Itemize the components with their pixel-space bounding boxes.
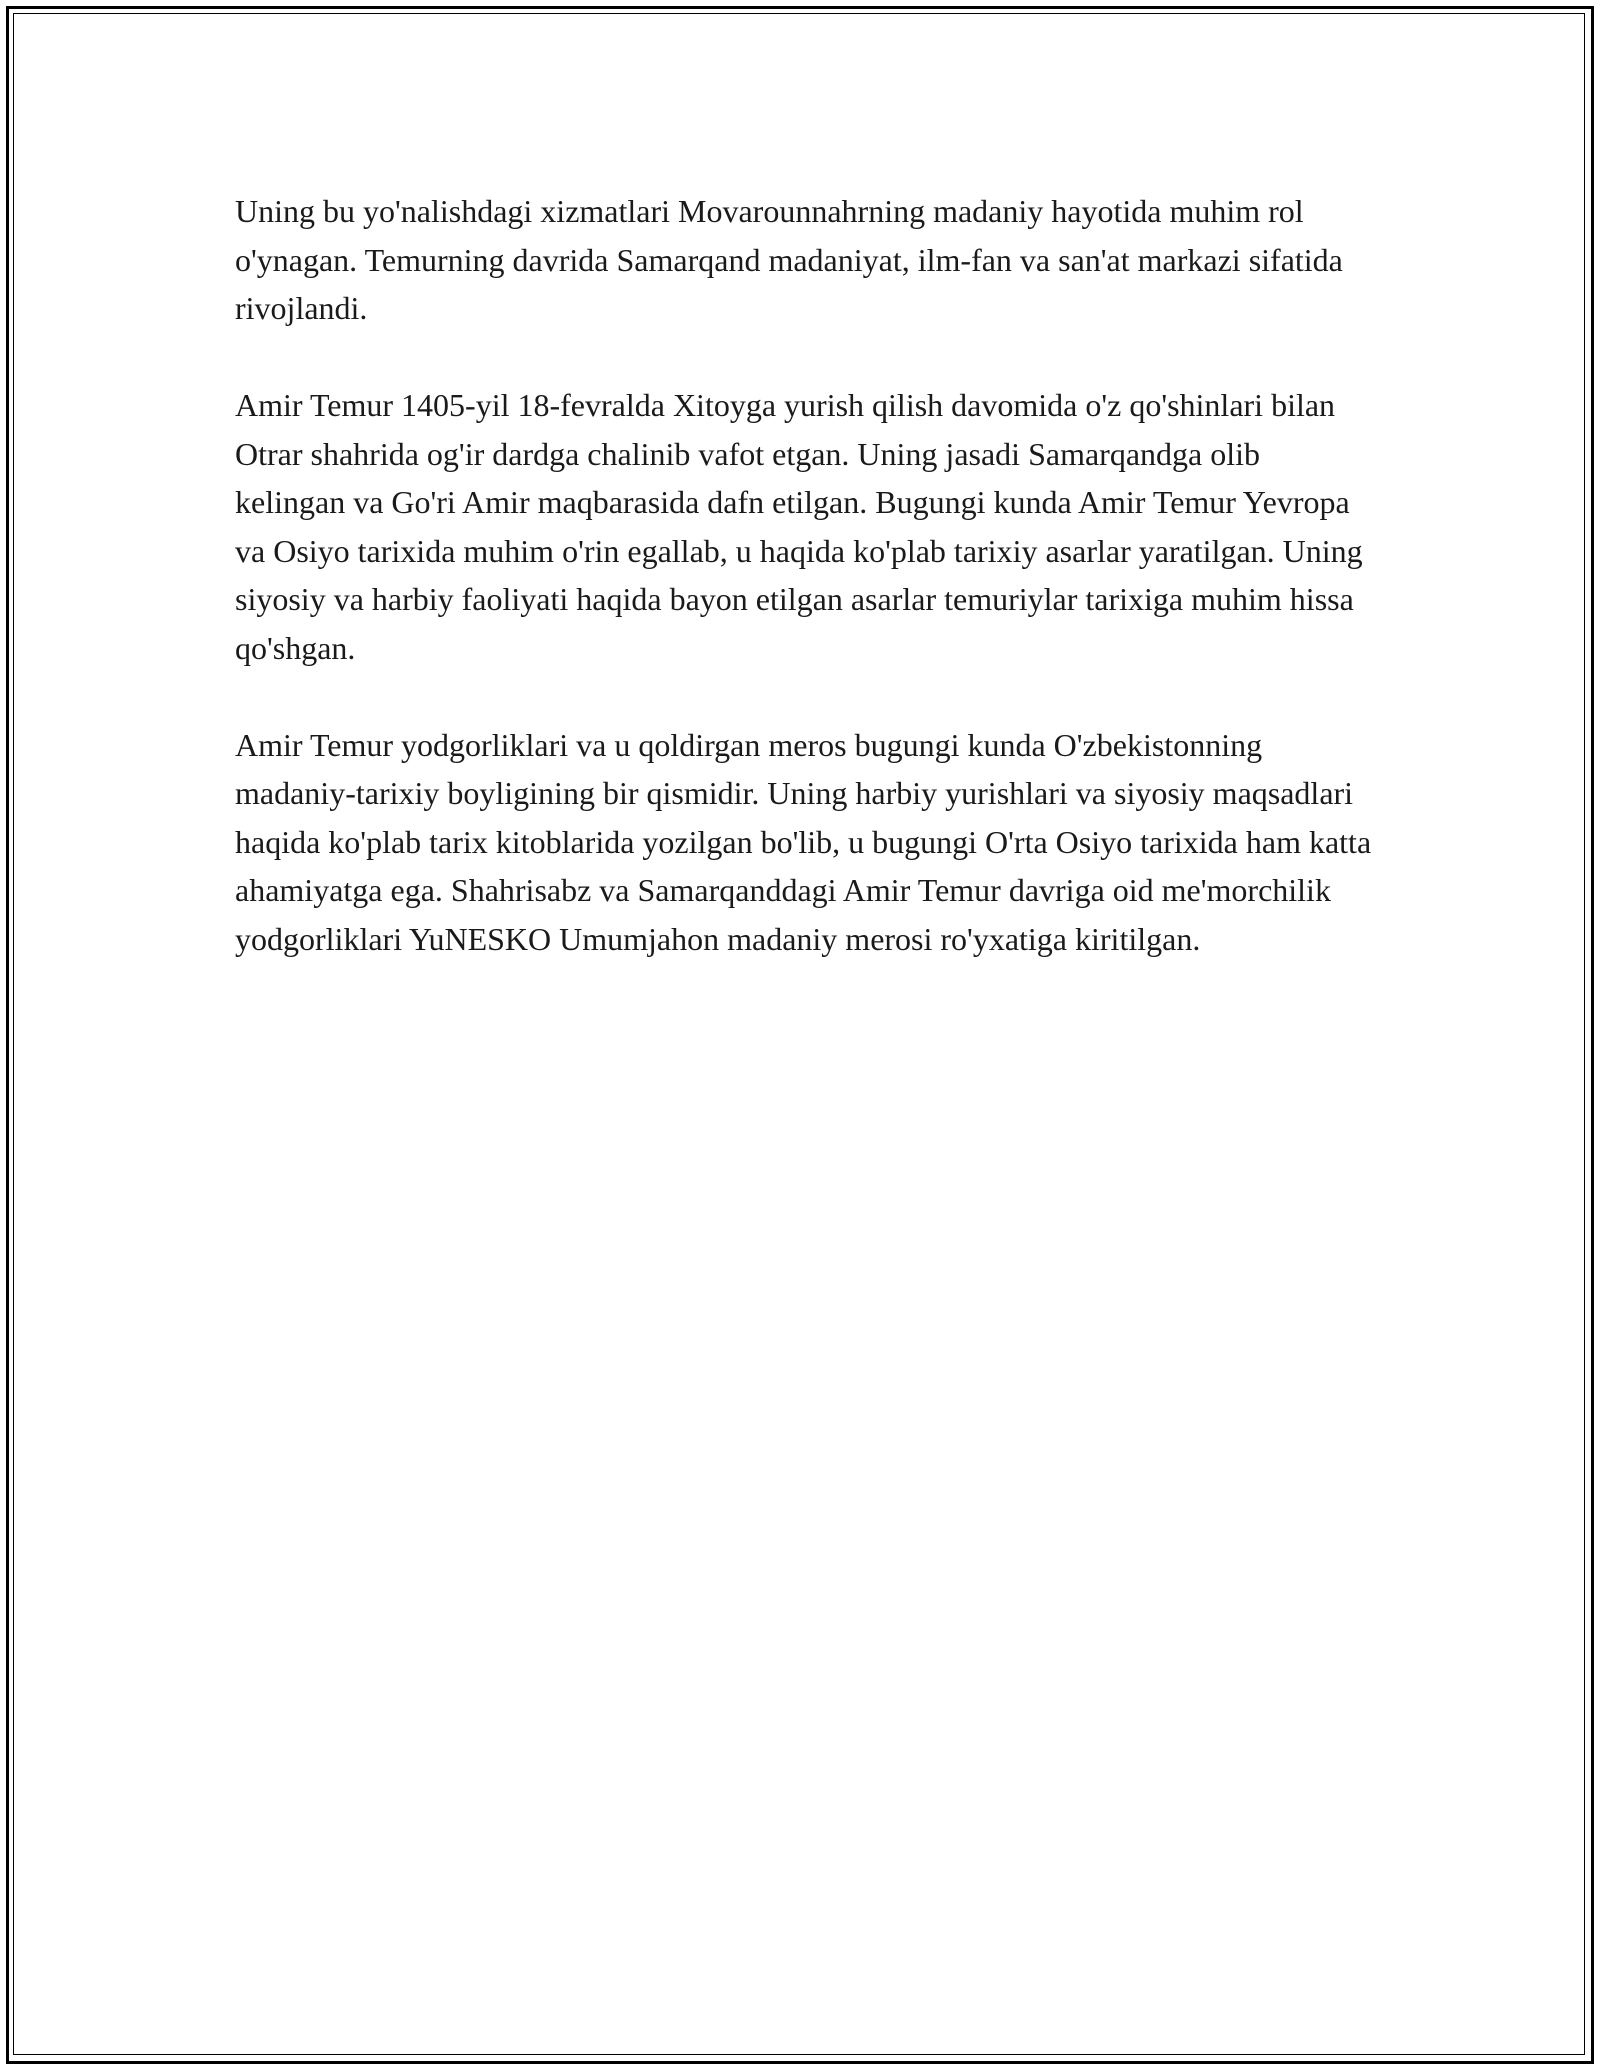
document-body xyxy=(235,187,1375,1012)
paragraph-3: Amir Temur yodgorliklari va u qoldirgan meros bugungi kunda O'zbekistonning madaniy-tarixiy boyligining bir qismidir. Uning harbiy yurishlari va siyosiy maqsadlari haqida ko'plab tarix kitoblarida yozilgan bo'lib, u bugungi O'rta Osiyo tarixida ham katta ahamiyatga ega. Shahrisabz va Samarqanddagi Amir Temur davriga oid me'morchilik yodgorliklari YuNESKO Umumjahon madaniy merosi ro'yxatiga kiritilgan. xyxy=(235,726,1372,957)
paragraph-1: Uning bu yo'nalishdagi xizmatlari Movarounnahrning madaniy hayotida muhim rol o'ynagan. Temurning davrida Samarqand madaniyat, ilm-fan va san'at markazi sifatida rivojlandi. xyxy=(235,193,1343,326)
paragraph-2: Amir Temur 1405-yil 18-fevralda Xitoyga yurish qilish davomida o'z qo'shinlari bilan Otrar shahrida og'ir dardga chalinib vafot etgan. Uning jasadi Samarqandga olib kelingan va Go'ri Amir maqbarasida dafn etilgan. Bugungi kunda Amir Temur Yevropa va Osiyo tarixida muhim o'rin egallab, u haqida ko'plab tarixiy asarlar yaratilgan. Uning siyosiy va harbiy faoliyati haqida bayon etilgan asarlar temuriylar tarixiga muhim hissa qo'shgan. xyxy=(235,387,1363,666)
